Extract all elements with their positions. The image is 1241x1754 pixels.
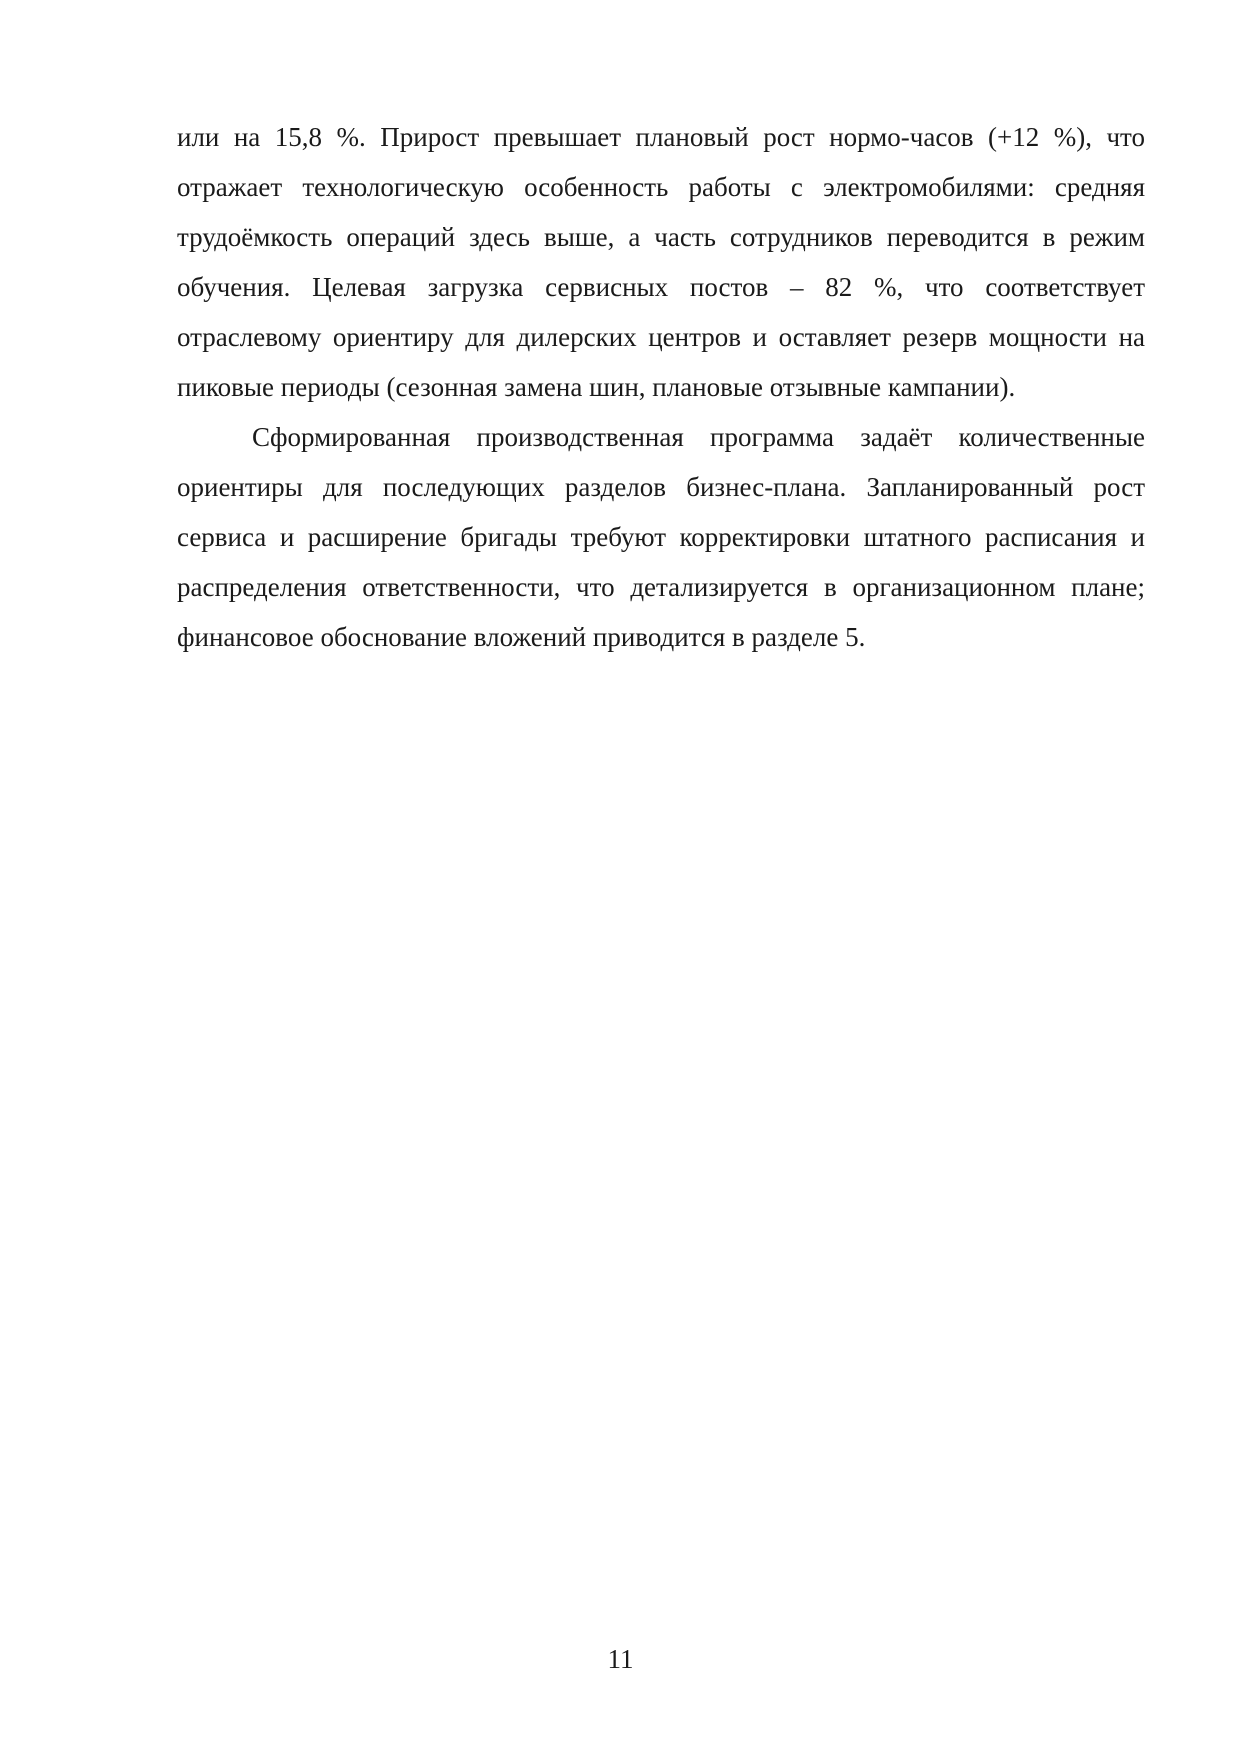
page-number: 11: [607, 1644, 634, 1674]
body-text: [177, 112, 1145, 662]
paragraph-continuation: или на 15,8 %. Прирост превышает плановый рост нормо-часов (+12 %), что отражает технологическую особенность работы с электромобилями: средняя трудоёмкость операций здесь выше, а часть сотрудников переводится в режим обучения. Целевая загрузка сервисных постов – 82 %, что соответствует отраслевому ориентиру для дилерских центров и оставляет резерв мощности на пиковые периоды (сезонная замена шин, плановые отзывные кампании).: [177, 122, 1145, 402]
paragraph-conclusion: Сформированная производственная программа задаёт количественные ориентиры для последующих разделов бизнес-плана. Запланированный рост сервиса и расширение бригады требуют корректировки штатного расписания и распределения ответственности, что детализируется в организационном плане; финансовое обоснование вложений приводится в разделе 5.: [177, 422, 1145, 652]
